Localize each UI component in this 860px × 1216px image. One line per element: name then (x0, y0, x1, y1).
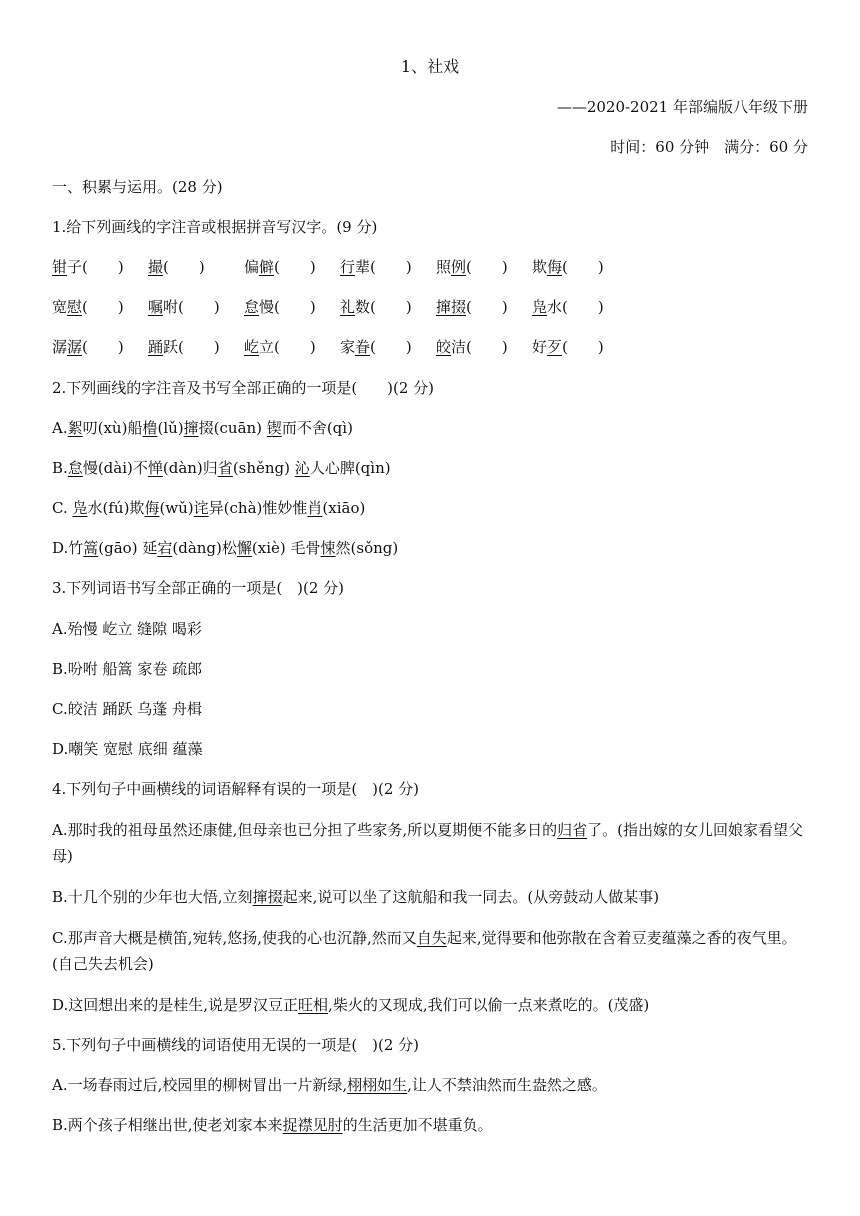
underlined-char: 嘱 (148, 298, 164, 316)
q5-option-a (52, 1075, 808, 1095)
q3-option-b: B.吩咐 船篙 家卷 疏郎 (52, 660, 203, 678)
underlined-char: 侮 (144, 499, 160, 517)
q2-option-a (52, 418, 808, 438)
underlined-char: 礼 (340, 298, 356, 316)
underlined-char: 怠 (67, 459, 83, 477)
underlined-char: 懈 (236, 539, 252, 557)
q5-option-b (52, 1115, 808, 1135)
answer-blank: ( ) (466, 258, 508, 276)
answer-blank: 慢( ) (259, 298, 316, 316)
underlined-char: 怠 (244, 298, 260, 316)
option-text: 异(chà)惟妙惟 (208, 499, 308, 517)
underlined-char: 钳 (52, 258, 68, 276)
option-text: B. (52, 459, 68, 477)
q5-a-tail: ,让人不禁油然而生盎然之感。 (407, 1076, 607, 1094)
underlined-char: 篙 (83, 539, 99, 557)
underlined-char: 潺 (67, 338, 83, 356)
answer-blank: 洁( ) (451, 338, 508, 356)
option-text: (dàng)松 (172, 539, 237, 557)
underlined-char: 行 (340, 258, 356, 276)
option-text: 然(sǒng) (335, 539, 399, 557)
q1-row-1 (52, 257, 808, 277)
q1-item (52, 337, 148, 357)
underlined-char: 诧 (193, 499, 209, 517)
option-text: (dàn)归 (162, 459, 218, 477)
q2-option-d (52, 538, 808, 558)
q4-c-tail: 起来,觉得要和他弥散在含着豆麦蕴藻之香的夜气里。(自己失去机会) (52, 929, 797, 973)
q4-stem: 4.下列句子中画横线的词语解释有误的一项是( )(2 分) (52, 780, 420, 798)
option-text: (lǔ) (157, 419, 184, 437)
q4-b-text: B.十几个别的少年也大悟,立刻 (52, 888, 253, 906)
option-text: 慢(dài)不 (82, 459, 148, 477)
answer-blank: ( ) (370, 338, 412, 356)
q4-option-a (52, 817, 808, 869)
q1-item (52, 257, 148, 277)
option-text: (wǔ) (159, 499, 194, 517)
q5-b-underlined: 捉襟见肘 (282, 1116, 343, 1134)
q1-item (148, 257, 244, 277)
q2-stem: 2.下列画线的字注音及书写全部正确的一项是( )(2 分) (52, 379, 435, 397)
underlined-char: 絮 (67, 419, 83, 437)
underlined-char: 侮 (547, 258, 563, 276)
q4-a-underlined: 归省 (557, 821, 588, 839)
option-text: 叨(xù)船 (82, 419, 143, 437)
option-text: C. (52, 499, 73, 517)
underlined-char: 凫 (532, 298, 548, 316)
item-prefix: 好 (532, 338, 548, 356)
q4-b-tail: 起来,说可以坐了这航船和我一同去。(从旁鼓动人做某事) (282, 888, 660, 906)
q5-stem: 5.下列句子中画横线的词语使用无误的一项是( )(2 分) (52, 1036, 420, 1054)
q4-b-underlined: 撺掇 (252, 888, 283, 906)
underlined-char: 撺 (183, 419, 199, 437)
q1-item (148, 337, 244, 357)
underlined-char: 僻 (259, 258, 275, 276)
underlined-char: 惮 (147, 459, 163, 477)
option-text: A. (52, 419, 68, 437)
section-heading: 一、积累与运用。(28 分) (52, 178, 223, 196)
item-prefix: 欺 (532, 258, 548, 276)
q1-item (340, 297, 436, 317)
underlined-char: 撺掇 (436, 298, 467, 316)
answer-blank: ( ) (562, 258, 604, 276)
q1-item (340, 257, 436, 277)
option-text: (xiè) 毛骨 (251, 539, 321, 557)
q3-option-d: D.嘲笑 宽慰 底细 蕴藻 (52, 740, 203, 758)
q2-option-b (52, 458, 808, 478)
q4-a-text: A.那时我的祖母虽然还康健,但母亲也已分担了些家务,所以夏期便不能多日的 (52, 821, 558, 839)
underlined-char: 凫 (72, 499, 88, 517)
option-text: 掇(cuān) (198, 419, 267, 437)
q1-item (532, 257, 628, 277)
q3-option-c: C.皎洁 踊跃 乌蓬 舟楫 (52, 700, 203, 718)
q4-option-d (52, 995, 808, 1015)
underlined-char: 屹 (244, 338, 260, 356)
q1-item (244, 257, 340, 277)
q1-item (244, 297, 340, 317)
underlined-char: 例 (451, 258, 467, 276)
q1-item (52, 297, 148, 317)
q1-stem: 1.给下列画线的字注音或根据拼音写汉字。(9 分) (52, 218, 378, 236)
page-subtitle: ——2020-2021 年部编版八年级下册 (556, 98, 808, 116)
q1-row-2 (52, 297, 808, 317)
item-prefix: 照 (436, 258, 452, 276)
answer-blank: 立( ) (259, 338, 316, 356)
answer-blank: 咐( ) (163, 298, 220, 316)
q5-a-text: A.一场春雨过后,校园里的柳树冒出一片新绿, (52, 1076, 348, 1094)
underlined-char: 踊 (148, 338, 164, 356)
q4-c-text: C.那声音大概是横笛,宛转,悠扬,使我的心也沉静,然而又 (52, 929, 417, 947)
answer-blank: ( ) (163, 258, 205, 276)
q1-item (532, 337, 628, 357)
q4-c-underlined: 自失 (416, 929, 447, 947)
option-text: (shěng) (232, 459, 295, 477)
answer-blank: ( ) (82, 298, 124, 316)
underlined-char: 省 (217, 459, 233, 477)
underlined-char: 悚 (320, 539, 336, 557)
q4-option-b (52, 887, 808, 907)
q1-item (436, 337, 532, 357)
underlined-char: 歹 (547, 338, 563, 356)
q3-stem: 3.下列词语书写全部正确的一项是( )(2 分) (52, 579, 345, 597)
answer-blank: 辈( ) (355, 258, 412, 276)
answer-blank: ( ) (82, 338, 124, 356)
option-text: D.竹 (52, 539, 84, 557)
q4-d-tail: ,柴火的又现成,我们可以偷一点来煮吃的。(茂盛) (328, 996, 650, 1014)
underlined-char: 橹 (142, 419, 158, 437)
q1-item (532, 297, 628, 317)
underlined-char: 宕 (157, 539, 173, 557)
q4-a-tail: 了。(指出嫁的女儿回娘家看望父母) (52, 821, 804, 865)
underlined-char: 沁 (294, 459, 310, 477)
answer-blank: 数( ) (355, 298, 412, 316)
answer-blank: 跃( ) (163, 338, 220, 356)
answer-blank: ( ) (274, 258, 316, 276)
page-title: 1、社戏 (400, 57, 460, 76)
q2-option-c (52, 498, 808, 518)
item-prefix: 宽 (52, 298, 68, 316)
underlined-char: 眷 (355, 338, 371, 356)
q1-item (244, 337, 340, 357)
q1-item (436, 257, 532, 277)
q1-item (436, 297, 532, 317)
answer-blank: 子( ) (67, 258, 124, 276)
item-prefix: 潺 (52, 338, 68, 356)
answer-blank: 水( ) (547, 298, 604, 316)
item-prefix: 偏 (244, 258, 260, 276)
option-text: 而不舍(qì) (281, 419, 353, 437)
answer-blank: ( ) (466, 298, 508, 316)
underlined-char: 皎 (436, 338, 452, 356)
q4-d-underlined: 旺相 (298, 996, 329, 1014)
q4-d-text: D.这回想出来的是桂生,说是罗汉豆正 (52, 996, 299, 1014)
q1-item (340, 337, 436, 357)
option-text: 水(fú)欺 (87, 499, 145, 517)
underlined-char: 撮 (148, 258, 164, 276)
option-text: 人心脾(qìn) (309, 459, 391, 477)
option-text: (xiāo) (322, 499, 366, 517)
answer-blank: ( ) (562, 338, 604, 356)
option-text: (gāo) 延 (98, 539, 158, 557)
exam-meta: 时间：60 分钟 满分：60 分 (610, 138, 808, 156)
underlined-char: 锲 (266, 419, 282, 437)
q5-a-underlined: 栩栩如生 (347, 1076, 408, 1094)
underlined-char: 肖 (307, 499, 323, 517)
q1-item (148, 297, 244, 317)
underlined-char: 慰 (67, 298, 83, 316)
q5-b-tail: 的生活更加不堪重负。 (342, 1116, 493, 1134)
q4-option-c (52, 925, 808, 977)
q1-row-3 (52, 337, 808, 357)
item-prefix: 家 (340, 338, 356, 356)
q5-b-text: B.两个孩子相继出世,使老刘家本来 (52, 1116, 283, 1134)
q3-option-a: A.殆慢 屹立 缝隙 喝彩 (52, 620, 202, 638)
